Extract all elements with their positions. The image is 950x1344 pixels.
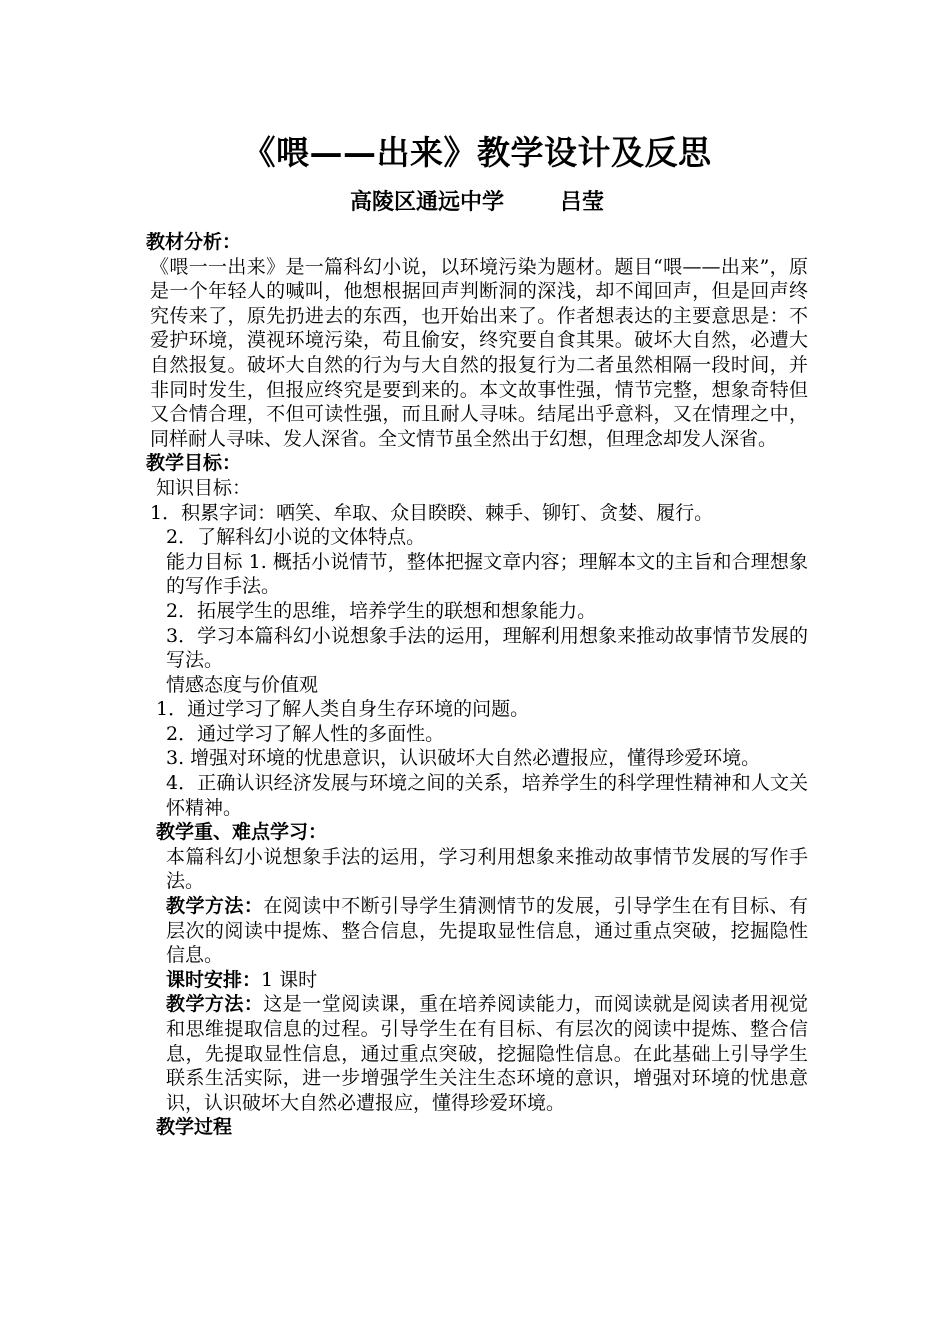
emotion-goal-2: 2．通过学习了解人性的多面性。: [166, 722, 445, 745]
goals-heading: 教学目标：: [146, 452, 242, 475]
ability-goal-2: 2．拓展学生的思维，培养学生的联想和想象能力。: [166, 599, 597, 622]
author-name: 吕莹: [560, 189, 605, 215]
key-points-heading: 教学重、难点学习：: [156, 821, 328, 844]
emotion-goal-4: 4．正确认识经济发展与环境之间的关系，培养学生的科学理性精神和人文关怀精神。: [166, 772, 808, 819]
method-label-2: 教学方法：: [166, 993, 264, 1016]
key-points-paragraph: 本篇科幻小说想象手法的运用，学习利用想象来推动故事情节发展的写作手法。: [166, 845, 808, 893]
knowledge-goal-2: 2．了解科幻小说的文体特点。: [166, 526, 426, 549]
knowledge-goal-label: 知识目标：: [156, 476, 252, 499]
emotion-goal-1: 1．通过学习了解人类自身生存环境的问题。: [156, 698, 530, 721]
schedule-label: 课时安排：: [166, 968, 262, 991]
emotion-goal-label: 情感态度与价值观: [166, 673, 319, 696]
schedule-text: 1 课时: [261, 968, 318, 991]
knowledge-goal-1: 1．积累字词：哂笑、牟取、众目睽睽、棘手、铆钉、贪婪、履行。: [150, 501, 714, 524]
document-subtitle: [146, 180, 808, 224]
schedule-paragraph: [146, 968, 808, 993]
document-title: 《喂——出来》教学设计及反思: [242, 133, 712, 172]
method-text-1: 在阅读中不断引导学生猜测情节的发展，引导学生在有目标、有层次的阅读中提炼、整合信息，先提取显性信息，通过重点突破，挖掘隐性信息。: [166, 895, 808, 967]
method-label-1: 教学方法：: [166, 895, 264, 918]
analysis-heading: 教材分析：: [146, 231, 242, 253]
method-text-2: 这是一堂阅读课，重在培养阅读能力，而阅读就是阅读者用视觉和思维提取信息的过程。引导学生在有目标、有层次的阅读中提炼、整合信息，先提取显性信息，通过重点突破，挖掘隐性信息。在此基础上引导学生联系生活实际，进一步增强学生关注生态环境的意识，增强对环境的忧患意识，认识破坏大自然必遭报应，懂得珍爱环境。: [166, 993, 808, 1114]
emotion-goal-3: 3. 增强对环境的忧患意识，认识破坏大自然必遭报应，懂得珍爱环境。: [166, 747, 761, 770]
ability-goal-3: 3．学习本篇科幻小说想象手法的运用，理解利用想象来推动故事情节发展的写法。: [166, 624, 808, 672]
method-paragraph-1: [146, 894, 808, 968]
school-name: 高陵区通远中学: [349, 189, 504, 215]
method-paragraph-2: [146, 992, 808, 1115]
document-page: [146, 126, 808, 1140]
ability-goal-1: 能力目标 1. 概括小说情节，整体把握文章内容；理解本文的主旨和合理想象的写作手法。: [166, 550, 808, 598]
process-heading: 教学过程: [156, 1116, 233, 1139]
analysis-paragraph: 《喂一一出来》是一篇科幻小说，以环境污染为题材。题目“喂——出来”，原是一个年轻人的喊叫，他想根据回声判断洞的深浅，却不闻回声，但是回声终究传来了，原先扔进去的东西，也开始出来了。作者想表达的主要意思是：不爱护环境，漠视环境污染，苟且偷安，终究要自食其果。破坏大自然，必遭大自然报复。破坏大自然的行为与大自然的报复行为二者虽然相隔一段时间，并非同时发生，但报应终究是要到来的。本文故事性强，情节完整，想象奇特但又合情合理，不但可读性强，而且耐人寻味。结尾出乎意料，又在情理之中，同样耐人寻味、发人深省。全文情节虽全然出于幻想，但理念却发人深省。: [150, 255, 808, 450]
